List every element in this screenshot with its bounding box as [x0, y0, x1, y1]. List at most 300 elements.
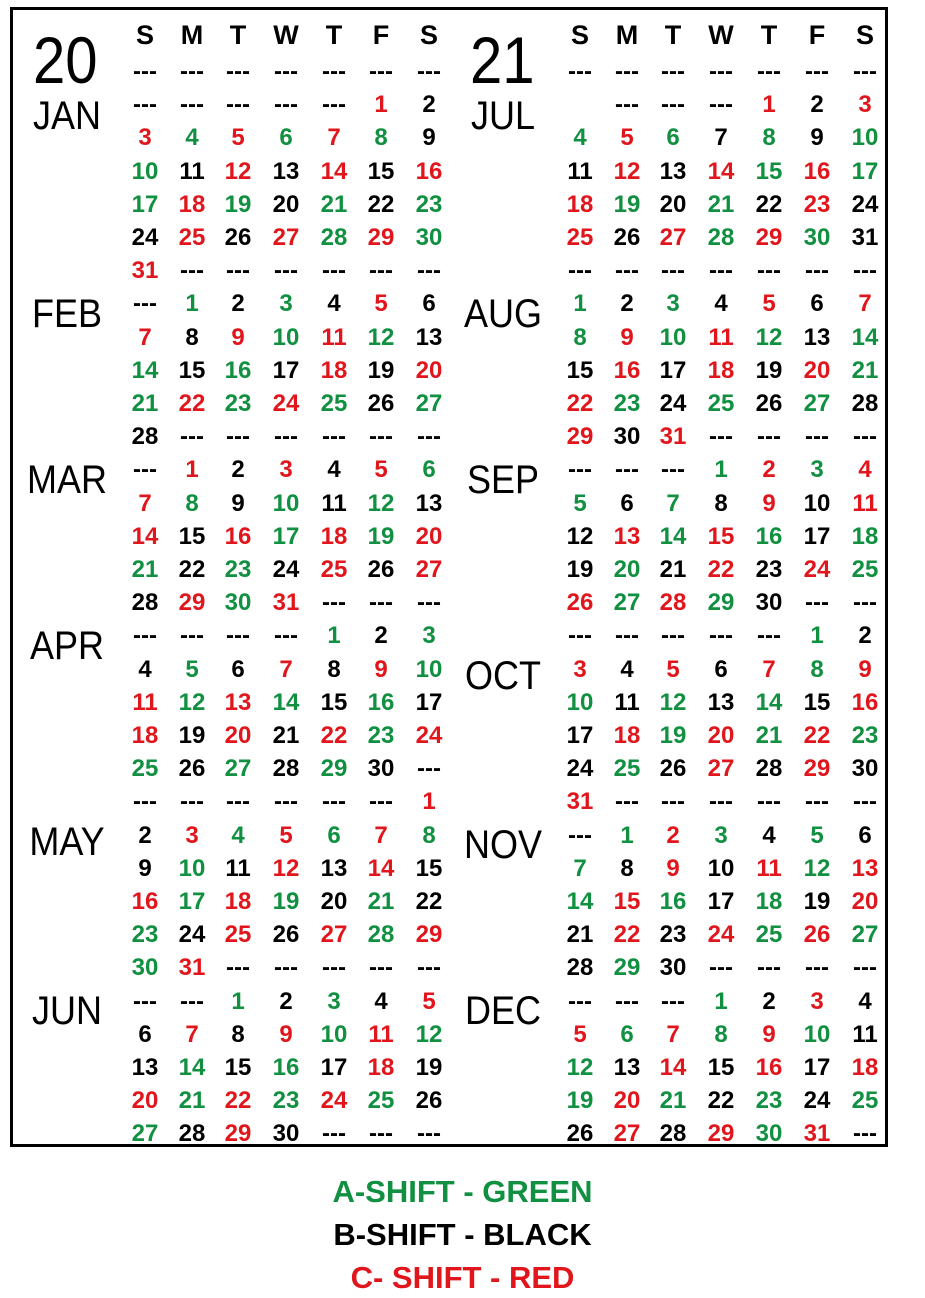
day-cell: 30	[613, 423, 641, 451]
day-cell: 15	[803, 688, 831, 716]
day-cell: ---	[853, 788, 877, 816]
month-label-oct: OCT	[465, 653, 541, 698]
day-cell: 16	[659, 888, 687, 915]
day-cell: 5	[279, 821, 293, 849]
day-cell: 26	[566, 1120, 594, 1148]
day-cell: 14	[659, 522, 687, 550]
day-cell: ---	[417, 1120, 441, 1148]
day-cell: 7	[138, 323, 152, 351]
day-cell: 5	[422, 987, 436, 1015]
day-cell: 9	[231, 323, 245, 351]
day-cell: ---	[226, 954, 250, 982]
month-label-dec: DEC	[464, 988, 541, 1033]
day-cell: ---	[369, 589, 393, 617]
day-cell: 31	[178, 954, 206, 982]
day-cell: 1	[810, 622, 824, 650]
day-cell: 22	[320, 722, 348, 749]
day-cell: 27	[415, 556, 443, 583]
day-cell: 6	[231, 655, 245, 683]
day-cell: 13	[659, 157, 687, 185]
day-cell: 2	[666, 821, 680, 849]
day-cell: 30	[131, 954, 159, 982]
day-cell: 29	[415, 921, 443, 949]
day-cell: 8	[422, 821, 436, 849]
day-cell: 23	[851, 722, 879, 749]
day-cell: ---	[805, 257, 829, 285]
day-cell: ---	[274, 622, 298, 650]
day-cell: 21	[178, 1087, 206, 1115]
day-cell: 20	[851, 888, 879, 915]
day-cell: 10	[659, 323, 687, 351]
day-cell: ---	[709, 257, 733, 285]
day-cell: 20	[131, 1087, 159, 1115]
day-cell: ---	[615, 91, 639, 119]
day-cell: 15	[178, 356, 206, 384]
day-cell: ---	[180, 788, 204, 816]
day-cell: 8	[714, 1020, 728, 1048]
day-cell: ---	[853, 58, 877, 85]
day-cell: 14	[659, 1054, 687, 1081]
day-cell: 15	[224, 1054, 252, 1081]
day-cell: 21	[131, 556, 159, 583]
day-cell: 9	[858, 655, 872, 683]
day-cell: ---	[322, 257, 346, 285]
day-cell: 21	[659, 1087, 687, 1115]
day-cell: 31	[272, 589, 300, 617]
day-cell: ---	[661, 257, 685, 285]
day-cell: 1	[185, 290, 199, 318]
day-cell: 2	[858, 622, 872, 650]
day-cell: 30	[659, 954, 687, 982]
day-cell: 12	[367, 323, 395, 351]
day-cell: 20	[613, 556, 641, 583]
day-cell: 24	[320, 1087, 348, 1115]
day-cell: ---	[322, 423, 346, 451]
month-label-jun: JUN	[31, 988, 103, 1033]
day-cell: 27	[803, 390, 831, 417]
day-cell: 22	[707, 556, 735, 583]
day-cell: 10	[566, 688, 594, 716]
day-cell: ---	[133, 622, 157, 650]
day-cell: 19	[367, 522, 395, 550]
day-cell: 25	[613, 755, 641, 783]
day-cell: ---	[369, 423, 393, 451]
day-cell: 17	[803, 522, 831, 550]
day-cell: 28	[707, 224, 735, 251]
left-weekday-header: T	[229, 20, 247, 50]
day-cell: ---	[180, 622, 204, 650]
day-cell: 25	[707, 390, 735, 417]
day-cell: 11	[179, 157, 205, 185]
day-cell: 17	[803, 1054, 831, 1081]
day-cell: 13	[272, 157, 300, 185]
day-cell: ---	[568, 257, 592, 285]
day-cell: ---	[568, 821, 592, 849]
day-cell: 30	[367, 755, 395, 783]
day-cell: 4	[620, 655, 634, 683]
right-weekday-header: M	[615, 20, 639, 50]
day-cell: 3	[714, 821, 728, 849]
day-cell: 14	[178, 1054, 206, 1081]
day-cell: 10	[803, 1020, 831, 1048]
day-cell: ---	[417, 58, 441, 85]
day-cell: ---	[322, 954, 346, 982]
day-cell: 11	[852, 1020, 878, 1048]
day-cell: 22	[566, 390, 594, 417]
day-cell: 13	[415, 323, 443, 351]
day-cell: 5	[573, 1020, 587, 1048]
day-cell: 25	[566, 224, 594, 251]
day-cell: 18	[131, 722, 159, 749]
legend-c-shift: C- SHIFT - RED	[350, 1260, 575, 1295]
day-cell: 12	[566, 522, 594, 550]
day-cell: ---	[853, 1120, 877, 1148]
day-cell: ---	[180, 58, 204, 85]
day-cell: 26	[803, 921, 831, 949]
day-cell: 7	[714, 124, 728, 152]
day-cell: ---	[133, 788, 157, 816]
day-cell: 25	[178, 224, 206, 251]
day-cell: 27	[415, 390, 443, 417]
day-cell: 1	[762, 91, 776, 119]
right-weekday-header: F	[808, 20, 826, 50]
day-cell: 5	[374, 290, 388, 318]
day-cell: 11	[567, 157, 593, 185]
day-cell: 26	[367, 556, 395, 583]
day-cell: 12	[178, 688, 206, 716]
day-cell: 11	[225, 854, 251, 882]
day-cell: ---	[805, 954, 829, 982]
day-cell: ---	[709, 622, 733, 650]
day-cell: ---	[322, 91, 346, 119]
day-cell: 9	[810, 124, 824, 152]
day-cell: 21	[272, 722, 300, 749]
day-cell: 4	[138, 655, 152, 683]
day-cell: 20	[613, 1087, 641, 1115]
day-cell: ---	[226, 788, 250, 816]
day-cell: ---	[615, 456, 639, 484]
day-cell: 15	[178, 522, 206, 550]
day-cell: 15	[367, 157, 395, 185]
day-cell: ---	[709, 91, 733, 119]
day-cell: 23	[415, 190, 443, 218]
day-cell: ---	[133, 290, 157, 318]
day-cell: 2	[810, 91, 824, 119]
day-cell: 15	[415, 854, 443, 882]
day-cell: 16	[367, 688, 395, 716]
month-label-jul: JUL	[470, 94, 536, 139]
day-cell: 11	[321, 489, 347, 517]
day-cell: 9	[422, 124, 436, 152]
day-cell: 23	[803, 190, 831, 218]
day-cell: ---	[226, 257, 250, 285]
legend-a-shift: A-SHIFT - GREEN	[332, 1174, 593, 1209]
day-cell: ---	[615, 58, 639, 85]
day-cell: 19	[613, 190, 641, 218]
day-cell: ---	[417, 589, 441, 617]
day-cell: 16	[851, 688, 879, 716]
day-cell: 11	[756, 854, 782, 882]
day-cell: 10	[272, 323, 300, 351]
day-cell: 28	[178, 1120, 206, 1148]
day-cell: 16	[224, 522, 252, 550]
day-cell: 17	[659, 356, 687, 384]
day-cell: 24	[803, 1087, 831, 1115]
day-cell: 7	[762, 655, 776, 683]
day-cell: 23	[755, 556, 783, 583]
day-cell: 14	[755, 688, 783, 716]
day-cell: 9	[138, 854, 152, 882]
day-cell: 8	[327, 655, 341, 683]
day-cell: 9	[762, 1020, 776, 1048]
day-cell: 17	[415, 688, 443, 716]
day-cell: ---	[369, 257, 393, 285]
day-cell: 21	[320, 190, 348, 218]
day-cell: 28	[659, 1120, 687, 1148]
day-cell: 16	[755, 1054, 783, 1081]
day-cell: 9	[231, 489, 245, 517]
day-cell: ---	[322, 788, 346, 816]
day-cell: 19	[803, 888, 831, 915]
day-cell: 11	[614, 688, 640, 716]
day-cell: ---	[274, 423, 298, 451]
day-cell: 13	[131, 1054, 159, 1081]
day-cell: ---	[369, 788, 393, 816]
day-cell: 25	[320, 390, 348, 417]
day-cell: 26	[272, 921, 300, 949]
day-cell: 3	[666, 290, 680, 318]
day-cell: 14	[707, 157, 735, 185]
day-cell: 18	[320, 522, 348, 550]
day-cell: 12	[803, 854, 831, 882]
day-cell: ---	[709, 58, 733, 85]
day-cell: 12	[755, 323, 783, 351]
day-cell: 11	[852, 489, 878, 517]
day-cell: 7	[666, 489, 680, 517]
day-cell: 21	[659, 556, 687, 583]
day-cell: ---	[615, 257, 639, 285]
day-cell: 30	[415, 224, 443, 251]
day-cell: 8	[185, 489, 199, 517]
day-cell: 7	[327, 124, 341, 152]
day-cell: 25	[367, 1087, 395, 1115]
day-cell: 28	[131, 423, 159, 451]
day-cell: 7	[185, 1020, 199, 1048]
day-cell: 15	[566, 356, 594, 384]
day-cell: 22	[224, 1087, 252, 1115]
day-cell: 19	[566, 1087, 594, 1115]
day-cell: 10	[272, 489, 300, 517]
day-cell: 17	[272, 356, 300, 384]
day-cell: 14	[131, 522, 159, 550]
day-cell: 29	[367, 224, 395, 251]
day-cell: 28	[659, 589, 687, 617]
day-cell: 27	[707, 755, 735, 783]
day-cell: 15	[707, 1054, 735, 1081]
day-cell: 13	[707, 688, 735, 716]
day-cell: 29	[320, 755, 348, 783]
day-cell: 19	[272, 888, 300, 915]
day-cell: 18	[320, 356, 348, 384]
day-cell: 25	[851, 556, 879, 583]
day-cell: 7	[573, 854, 587, 882]
day-cell: 27	[659, 224, 687, 251]
day-cell: 4	[714, 290, 728, 318]
day-cell: 21	[367, 888, 395, 915]
day-cell: 16	[272, 1054, 300, 1081]
day-cell: 29	[178, 589, 206, 617]
day-cell: 3	[279, 456, 293, 484]
day-cell: 13	[803, 323, 831, 351]
day-cell: ---	[661, 58, 685, 85]
day-cell: ---	[757, 788, 781, 816]
day-cell: 2	[374, 622, 388, 650]
day-cell: 1	[714, 987, 728, 1015]
day-cell: 2	[620, 290, 634, 318]
day-cell: ---	[274, 58, 298, 85]
day-cell: 14	[566, 888, 594, 915]
day-cell: ---	[568, 987, 592, 1015]
day-cell: 25	[131, 755, 159, 783]
day-cell: 2	[762, 456, 776, 484]
day-cell: 5	[573, 489, 587, 517]
day-cell: 25	[755, 921, 783, 949]
day-cell: 23	[224, 390, 252, 417]
day-cell: 28	[367, 921, 395, 949]
day-cell: ---	[757, 423, 781, 451]
day-cell: 21	[851, 356, 879, 384]
day-cell: ---	[180, 257, 204, 285]
day-cell: 20	[415, 522, 443, 550]
day-cell: ---	[133, 987, 157, 1015]
day-cell: 24	[659, 390, 687, 417]
day-cell: 9	[374, 655, 388, 683]
day-cell: 14	[131, 356, 159, 384]
day-cell: 24	[415, 722, 443, 749]
day-cell: 6	[810, 290, 824, 318]
day-cell: 23	[224, 556, 252, 583]
day-cell: 7	[666, 1020, 680, 1048]
day-cell: 23	[659, 921, 687, 949]
day-cell: ---	[226, 622, 250, 650]
day-cell: ---	[805, 788, 829, 816]
day-cell: 29	[566, 423, 594, 451]
day-cell: 8	[374, 124, 388, 152]
day-cell: ---	[757, 58, 781, 85]
day-cell: 2	[762, 987, 776, 1015]
day-cell: ---	[369, 58, 393, 85]
day-cell: 30	[755, 589, 783, 617]
day-cell: 3	[422, 622, 436, 650]
day-cell: 12	[566, 1054, 594, 1081]
day-cell: 25	[320, 556, 348, 583]
day-cell: 6	[620, 1020, 634, 1048]
day-cell: 26	[613, 224, 641, 251]
day-cell: ---	[709, 423, 733, 451]
day-cell: ---	[615, 788, 639, 816]
day-cell: ---	[757, 257, 781, 285]
day-cell: 29	[224, 1120, 252, 1148]
day-cell: ---	[322, 1120, 346, 1148]
day-cell: 3	[573, 655, 587, 683]
day-cell: 10	[320, 1020, 348, 1048]
day-cell: 14	[367, 854, 395, 882]
day-cell: 17	[131, 190, 159, 218]
day-cell: 30	[803, 224, 831, 251]
day-cell: ---	[369, 1120, 393, 1148]
day-cell: ---	[615, 622, 639, 650]
day-cell: 19	[224, 190, 252, 218]
day-cell: 14	[851, 323, 879, 351]
day-cell: 29	[803, 755, 831, 783]
day-cell: 28	[851, 390, 879, 417]
right-weekday-header: S	[570, 20, 589, 50]
day-cell: 26	[178, 755, 206, 783]
day-cell: 11	[708, 323, 734, 351]
day-cell: 16	[131, 888, 159, 915]
day-cell: 3	[279, 290, 293, 318]
left-weekday-header: S	[419, 20, 438, 50]
day-cell: ---	[180, 423, 204, 451]
day-cell: 6	[138, 1020, 152, 1048]
day-cell: ---	[853, 423, 877, 451]
day-cell: 5	[185, 655, 199, 683]
day-cell: ---	[133, 58, 157, 85]
day-cell: 5	[620, 124, 634, 152]
day-cell: ---	[417, 257, 441, 285]
day-cell: 7	[279, 655, 293, 683]
day-cell: 26	[755, 390, 783, 417]
day-cell: 7	[374, 821, 388, 849]
left-weekday-header: W	[273, 20, 299, 50]
month-label-feb: FEB	[31, 291, 103, 336]
day-cell: 22	[367, 190, 395, 218]
day-cell: 20	[320, 888, 348, 915]
day-cell: 27	[320, 921, 348, 949]
day-cell: ---	[661, 456, 685, 484]
left-weekday-header: F	[372, 20, 390, 50]
day-cell: 6	[858, 821, 872, 849]
day-cell: 18	[755, 888, 783, 915]
day-cell: ---	[274, 954, 298, 982]
day-cell: 3	[138, 124, 152, 152]
month-label-jan: JAN	[32, 94, 102, 139]
day-cell: ---	[274, 91, 298, 119]
day-cell: 10	[415, 655, 443, 683]
day-cell: 12	[272, 854, 300, 882]
day-cell: ---	[180, 91, 204, 119]
day-cell: 26	[415, 1087, 443, 1115]
day-cell: 30	[851, 755, 879, 783]
day-cell: 3	[327, 987, 341, 1015]
right-weekday-header: T	[760, 20, 778, 50]
day-cell: 1	[422, 788, 436, 816]
day-cell: 23	[131, 921, 159, 949]
day-cell: 23	[755, 1087, 783, 1115]
day-cell: 5	[374, 456, 388, 484]
day-cell: 10	[707, 854, 735, 882]
day-cell: 15	[320, 688, 348, 716]
day-cell: ---	[133, 91, 157, 119]
left-weekday-header: M	[180, 20, 204, 50]
day-cell: 13	[851, 854, 879, 882]
day-cell: 29	[707, 1120, 735, 1148]
year-label-left: 20	[33, 23, 98, 97]
day-cell: 18	[613, 722, 641, 749]
day-cell: 18	[178, 190, 206, 218]
day-cell: 20	[707, 722, 735, 749]
day-cell: 19	[178, 722, 206, 749]
